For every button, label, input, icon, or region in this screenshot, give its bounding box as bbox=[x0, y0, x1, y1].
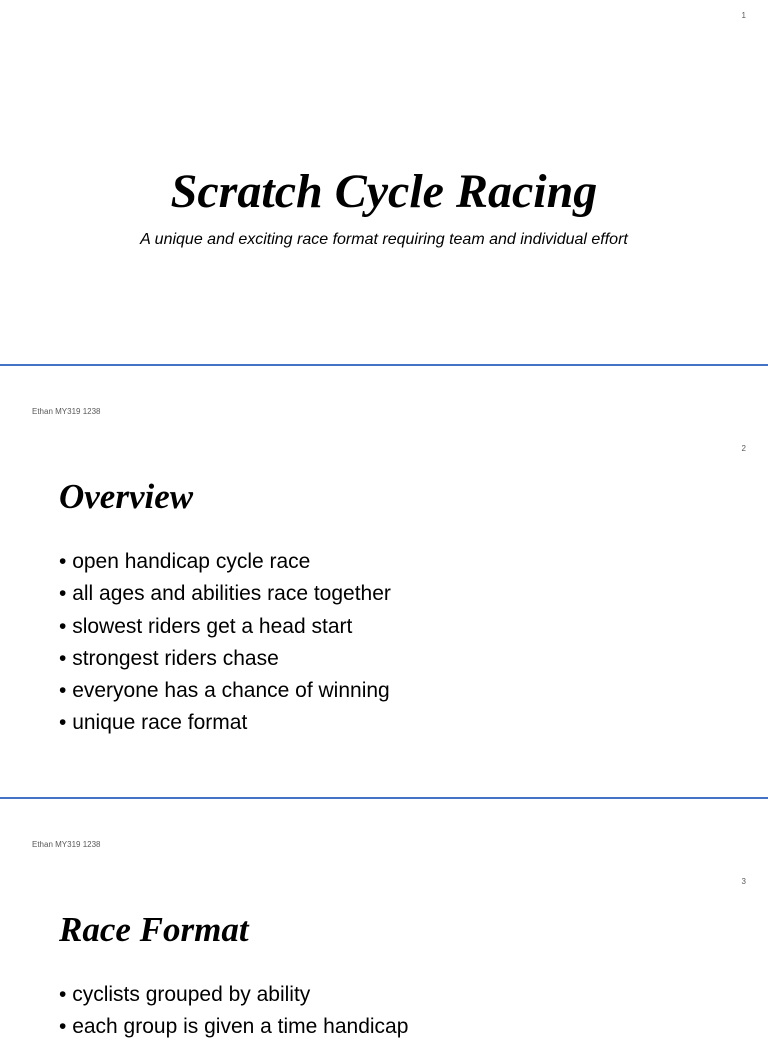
page-footer: Ethan MY319 1238 bbox=[32, 840, 101, 849]
page-number: 2 bbox=[741, 444, 746, 453]
bullet-item: • slowest riders get a head start bbox=[59, 611, 391, 643]
bullet-item: • each group is given a time handicap bbox=[59, 1011, 408, 1043]
slide-title: Overview bbox=[59, 477, 194, 516]
page-footer: Ethan MY319 1238 bbox=[32, 407, 101, 416]
bullet-list bbox=[59, 979, 408, 1044]
bullet-item: • unique race format bbox=[59, 707, 391, 739]
bullet-item: • open handicap cycle race bbox=[59, 546, 391, 578]
slide-1 bbox=[0, 0, 768, 364]
page-number: 3 bbox=[741, 877, 746, 886]
slide-title: Race Format bbox=[59, 910, 249, 949]
bullet-item: • strongest riders chase bbox=[59, 643, 391, 675]
bullet-list bbox=[59, 546, 391, 740]
presentation-subtitle: A unique and exciting race format requiring team and individual effort bbox=[140, 231, 628, 248]
presentation-title: Scratch Cycle Racing bbox=[170, 165, 598, 218]
bullet-item: • everyone has a chance of winning bbox=[59, 675, 391, 707]
page-number: 1 bbox=[741, 11, 746, 20]
bullet-item: • cyclists grouped by ability bbox=[59, 979, 408, 1011]
slide-2 bbox=[0, 366, 768, 797]
slide-3 bbox=[0, 799, 768, 1039]
bullet-item: • all ages and abilities race together bbox=[59, 578, 391, 610]
